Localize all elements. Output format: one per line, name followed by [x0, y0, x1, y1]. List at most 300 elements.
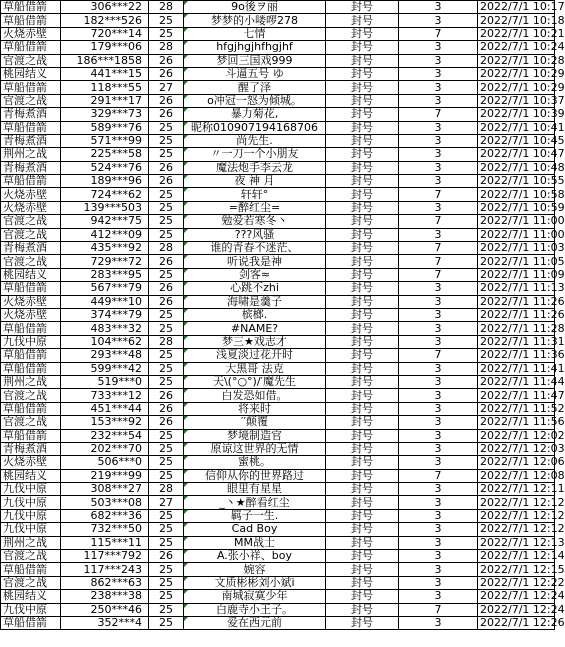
status-cell: 封号	[326, 550, 399, 563]
nickname-cell: hfgjhgjhfhgjhf	[184, 41, 326, 54]
status-cell: 封号	[326, 134, 399, 147]
status-cell: 封号	[326, 402, 399, 415]
account-cell: 567***79	[61, 282, 149, 295]
nickname-cell: 原谅这世界的无情	[184, 442, 326, 455]
account-cell: 329***73	[61, 108, 149, 121]
nickname-cell: o冲冠一怒为倾城。	[184, 94, 326, 107]
level-cell: 27	[149, 496, 184, 509]
table-row	[1, 255, 555, 268]
server-cell: 青梅煮酒	[1, 242, 61, 255]
status-cell: 封号	[326, 54, 399, 67]
table-row	[1, 41, 555, 54]
status-cell: 封号	[326, 121, 399, 134]
status-cell: 封号	[326, 295, 399, 308]
account-cell: 732***50	[61, 523, 149, 536]
level-cell: 25	[149, 308, 184, 321]
server-cell: 桃园结义	[1, 590, 61, 603]
nickname-cell: 9o後ヲ丽	[184, 1, 326, 14]
level-cell: 25	[149, 616, 184, 629]
account-cell: 483***32	[61, 322, 149, 335]
level-cell: 28	[149, 1, 184, 14]
level-cell: 26	[149, 402, 184, 415]
account-cell: 724***62	[61, 188, 149, 201]
level-cell: 25	[149, 429, 184, 442]
status-cell: 封号	[326, 94, 399, 107]
account-cell: 104***62	[61, 335, 149, 348]
days-cell: 3	[399, 134, 478, 147]
level-cell: 25	[149, 215, 184, 228]
server-cell: 火烧赤壁	[1, 308, 61, 321]
server-cell: 青梅煮酒	[1, 134, 61, 147]
time-cell: 2022/7/1 11:03	[478, 242, 555, 255]
days-cell: 7	[399, 603, 478, 616]
status-cell: 封号	[326, 509, 399, 522]
nickname-cell: 〃一刀一个小朋友	[184, 148, 326, 161]
nickname-cell: ′′颠覆	[184, 416, 326, 429]
status-cell: 封号	[326, 188, 399, 201]
nickname-cell: 醒了泽	[184, 81, 326, 94]
days-cell: 7	[399, 242, 478, 255]
account-cell: 283***95	[61, 268, 149, 281]
days-cell: 3	[399, 14, 478, 27]
server-cell: 九伐中原	[1, 523, 61, 536]
status-cell: 封号	[326, 14, 399, 27]
server-cell: 官渡之战	[1, 416, 61, 429]
server-cell: 草船借箭	[1, 14, 61, 27]
account-cell: 435***92	[61, 242, 149, 255]
table-row	[1, 175, 555, 188]
level-cell: 26	[149, 389, 184, 402]
level-cell: 26	[149, 255, 184, 268]
status-cell: 封号	[326, 523, 399, 536]
table-row	[1, 1, 555, 14]
status-cell: 封号	[326, 335, 399, 348]
status-cell: 封号	[326, 496, 399, 509]
days-cell: 3	[399, 161, 478, 174]
nickname-cell: 魔法炮手李云龙	[184, 161, 326, 174]
status-cell: 封号	[326, 108, 399, 121]
table-row	[1, 590, 555, 603]
days-cell: 3	[399, 576, 478, 589]
status-cell: 封号	[326, 616, 399, 629]
account-cell: 293***48	[61, 349, 149, 362]
time-cell: 2022/7/1 12:03	[478, 442, 555, 455]
server-cell: 九伐中原	[1, 603, 61, 616]
days-cell: 3	[399, 456, 478, 469]
level-cell: 25	[149, 148, 184, 161]
days-cell: 3	[399, 201, 478, 214]
status-cell: 封号	[326, 27, 399, 40]
account-cell: 179***06	[61, 41, 149, 54]
days-cell: 3	[399, 416, 478, 429]
level-cell: 26	[149, 54, 184, 67]
server-cell: 荆州之战	[1, 536, 61, 549]
nickname-cell: 尚先生.	[184, 134, 326, 147]
table-row	[1, 295, 555, 308]
level-cell: 25	[149, 603, 184, 616]
time-cell: 2022/7/1 10:47	[478, 148, 555, 161]
time-cell: 2022/7/1 12:06	[478, 456, 555, 469]
days-cell: 7	[399, 469, 478, 482]
time-cell: 2022/7/1 11:36	[478, 349, 555, 362]
time-cell: 2022/7/1 10:24	[478, 41, 555, 54]
level-cell: 25	[149, 375, 184, 388]
server-cell: 官渡之战	[1, 255, 61, 268]
server-cell: 青梅煮酒	[1, 161, 61, 174]
level-cell: 26	[149, 175, 184, 188]
server-cell: 草船借箭	[1, 616, 61, 629]
days-cell: 3	[399, 616, 478, 629]
table-row	[1, 603, 555, 616]
nickname-cell: 浅夏淡过花开时	[184, 349, 326, 362]
status-cell: 封号	[326, 81, 399, 94]
time-cell: 2022/7/1 12:12	[478, 509, 555, 522]
server-cell: 草船借箭	[1, 121, 61, 134]
time-cell: 2022/7/1 12:13	[478, 536, 555, 549]
days-cell: 7	[399, 27, 478, 40]
time-cell: 2022/7/1 10:28	[478, 54, 555, 67]
nickname-cell: 白发恐如借。	[184, 389, 326, 402]
days-cell: 7	[399, 349, 478, 362]
account-cell: 117***792	[61, 550, 149, 563]
table-row	[1, 27, 555, 40]
status-cell: 封号	[326, 175, 399, 188]
time-cell: 2022/7/1 12:14	[478, 550, 555, 563]
table-row	[1, 429, 555, 442]
account-cell: 441***15	[61, 67, 149, 80]
time-cell: 2022/7/1 12:12	[478, 523, 555, 536]
nickname-cell: 听说我是神	[184, 255, 326, 268]
status-cell: 封号	[326, 67, 399, 80]
status-cell: 封号	[326, 148, 399, 161]
account-cell: 729***72	[61, 255, 149, 268]
server-cell: 官渡之战	[1, 576, 61, 589]
days-cell: 3	[399, 335, 478, 348]
time-cell: 2022/7/1 10:29	[478, 67, 555, 80]
time-cell: 2022/7/1 10:29	[478, 81, 555, 94]
table-row	[1, 402, 555, 415]
nickname-cell: 斗逼五号 ゆ	[184, 67, 326, 80]
time-cell: 2022/7/1 11:47	[478, 389, 555, 402]
server-cell: 桃园结义	[1, 67, 61, 80]
days-cell: 3	[399, 308, 478, 321]
table-row	[1, 349, 555, 362]
level-cell: 26	[149, 550, 184, 563]
days-cell: 3	[399, 362, 478, 375]
account-cell: 232***54	[61, 429, 149, 442]
account-cell: 449***10	[61, 295, 149, 308]
table-row	[1, 496, 555, 509]
time-cell: 2022/7/1 12:24	[478, 590, 555, 603]
server-cell: 草船借箭	[1, 429, 61, 442]
server-cell: 荆州之战	[1, 148, 61, 161]
level-cell: 25	[149, 563, 184, 576]
level-cell: 28	[149, 242, 184, 255]
table-row	[1, 242, 555, 255]
table-row	[1, 14, 555, 27]
nickname-cell: 暴力菊花,	[184, 108, 326, 121]
time-cell: 2022/7/1 12:15	[478, 563, 555, 576]
days-cell: 3	[399, 389, 478, 402]
account-cell: 225***58	[61, 148, 149, 161]
days-cell: 7	[399, 188, 478, 201]
nickname-cell: 大黑哥 法克	[184, 362, 326, 375]
nickname-cell: 梦境制造官	[184, 429, 326, 442]
server-cell: 九伐中原	[1, 509, 61, 522]
table-row	[1, 375, 555, 388]
nickname-cell: 文质彬彬刘小斌i	[184, 576, 326, 589]
account-cell: 308***27	[61, 483, 149, 496]
account-cell: 733***12	[61, 389, 149, 402]
nickname-cell: 白鹿寺小王子。	[184, 603, 326, 616]
account-cell: 720***14	[61, 27, 149, 40]
server-cell: 火烧赤壁	[1, 456, 61, 469]
account-cell: 153***92	[61, 416, 149, 429]
nickname-cell: 信仰从你的世界路过	[184, 469, 326, 482]
time-cell: 2022/7/1 10:37	[478, 94, 555, 107]
level-cell: 25	[149, 134, 184, 147]
server-cell: 青梅煮酒	[1, 442, 61, 455]
server-cell: 官渡之战	[1, 389, 61, 402]
table-row	[1, 523, 555, 536]
server-cell: 九伐中原	[1, 335, 61, 348]
days-cell: 3	[399, 590, 478, 603]
level-cell: 25	[149, 590, 184, 603]
server-cell: 火烧赤壁	[1, 295, 61, 308]
table-row	[1, 81, 555, 94]
days-cell: 3	[399, 81, 478, 94]
status-cell: 封号	[326, 375, 399, 388]
time-cell: 2022/7/1 11:26	[478, 308, 555, 321]
time-cell: 2022/7/1 10:45	[478, 134, 555, 147]
server-cell: 官渡之战	[1, 215, 61, 228]
server-cell: 九伐中原	[1, 496, 61, 509]
level-cell: 26	[149, 67, 184, 80]
account-cell: 506***0	[61, 456, 149, 469]
nickname-cell: 昵称010907194168706	[184, 121, 326, 134]
table-row	[1, 389, 555, 402]
time-cell: 2022/7/1 11:52	[478, 402, 555, 415]
server-cell: 草船借箭	[1, 175, 61, 188]
level-cell: 25	[149, 14, 184, 27]
table-row	[1, 201, 555, 214]
time-cell: 2022/7/1 11:56	[478, 416, 555, 429]
server-cell: 桃园结义	[1, 469, 61, 482]
table-row	[1, 322, 555, 335]
table-row	[1, 148, 555, 161]
account-cell: 524***76	[61, 161, 149, 174]
status-cell: 封号	[326, 282, 399, 295]
account-cell: 352***4	[61, 616, 149, 629]
status-cell: 封号	[326, 456, 399, 469]
nickname-cell: 天\(°○°)/′魔先生	[184, 375, 326, 388]
days-cell: 3	[399, 295, 478, 308]
table-row	[1, 282, 555, 295]
days-cell: 3	[399, 375, 478, 388]
server-cell: 草船借箭	[1, 41, 61, 54]
time-cell: 2022/7/1 10:21	[478, 27, 555, 40]
time-cell: 2022/7/1 12:02	[478, 429, 555, 442]
days-cell: 3	[399, 550, 478, 563]
days-cell: 3	[399, 1, 478, 14]
table-row	[1, 469, 555, 482]
time-cell: 2022/7/1 12:08	[478, 469, 555, 482]
status-cell: 封号	[326, 161, 399, 174]
time-cell: 2022/7/1 10:58	[478, 188, 555, 201]
server-cell: 青梅煮酒	[1, 108, 61, 121]
server-cell: 官渡之战	[1, 94, 61, 107]
level-cell: 25	[149, 228, 184, 241]
account-cell: 118***55	[61, 81, 149, 94]
time-cell: 2022/7/1 10:39	[478, 108, 555, 121]
level-cell: 25	[149, 362, 184, 375]
server-cell: 草船借箭	[1, 402, 61, 415]
account-cell: 589***76	[61, 121, 149, 134]
nickname-cell: 将来时	[184, 402, 326, 415]
status-cell: 封号	[326, 563, 399, 576]
nickname-cell: 剑客≈	[184, 268, 326, 281]
days-cell: 7	[399, 268, 478, 281]
level-cell: 25	[149, 322, 184, 335]
time-cell: 2022/7/1 11:44	[478, 375, 555, 388]
server-cell: 火烧赤壁	[1, 201, 61, 214]
account-cell: 186***1858	[61, 54, 149, 67]
nickname-cell: 心跳不zhi	[184, 282, 326, 295]
time-cell: 2022/7/1 11:09	[478, 268, 555, 281]
level-cell: 25	[149, 442, 184, 455]
nickname-cell: A.张小祥、boy	[184, 550, 326, 563]
time-cell: 2022/7/1 10:59	[478, 201, 555, 214]
level-cell: 25	[149, 268, 184, 281]
account-cell: 503***08	[61, 496, 149, 509]
days-cell: 3	[399, 429, 478, 442]
nickname-cell: 婉容	[184, 563, 326, 576]
days-cell: 3	[399, 496, 478, 509]
nickname-cell: 南城寂寞少年	[184, 590, 326, 603]
server-cell: 草船借箭	[1, 282, 61, 295]
nickname-cell: _丶★醉看红尘	[184, 496, 326, 509]
nickname-cell: MM战士	[184, 536, 326, 549]
days-cell: 3	[399, 282, 478, 295]
status-cell: 封号	[326, 215, 399, 228]
server-cell: 火烧赤壁	[1, 188, 61, 201]
days-cell: 7	[399, 255, 478, 268]
status-cell: 封号	[326, 349, 399, 362]
account-cell: 412***09	[61, 228, 149, 241]
nickname-cell: 谁的青春不迷茫、	[184, 242, 326, 255]
level-cell: 26	[149, 295, 184, 308]
nickname-cell: 勉爱若寒冬丶	[184, 215, 326, 228]
days-cell: 3	[399, 41, 478, 54]
nickname-cell: #NAME?	[184, 322, 326, 335]
days-cell: 7	[399, 108, 478, 121]
server-cell: 草船借箭	[1, 81, 61, 94]
nickname-cell: 爱在西元前	[184, 616, 326, 629]
time-cell: 2022/7/1 11:00	[478, 215, 555, 228]
time-cell: 2022/7/1 11:00	[478, 228, 555, 241]
account-cell: 862***63	[61, 576, 149, 589]
account-cell: 238***38	[61, 590, 149, 603]
days-cell: 3	[399, 563, 478, 576]
days-cell: 3	[399, 523, 478, 536]
days-cell: 3	[399, 148, 478, 161]
nickname-cell: 夜 神 月	[184, 175, 326, 188]
nickname-cell: =醉红尘=	[184, 201, 326, 214]
table-row	[1, 188, 555, 201]
table-row	[1, 536, 555, 549]
level-cell: 26	[149, 161, 184, 174]
table-row	[1, 616, 555, 629]
time-cell: 2022/7/1 12:12	[478, 496, 555, 509]
table-row	[1, 335, 555, 348]
days-cell: 3	[399, 94, 478, 107]
status-cell: 封号	[326, 389, 399, 402]
table-row	[1, 94, 555, 107]
table-row	[1, 108, 555, 121]
level-cell: 27	[149, 81, 184, 94]
table-row	[1, 54, 555, 67]
status-cell: 封号	[326, 242, 399, 255]
days-cell: 3	[399, 509, 478, 522]
level-cell: 26	[149, 416, 184, 429]
status-cell: 封号	[326, 590, 399, 603]
nickname-cell: 羁子一生.	[184, 509, 326, 522]
nickname-cell: 蜜桃。	[184, 456, 326, 469]
server-cell: 九伐中原	[1, 483, 61, 496]
level-cell: 28	[149, 483, 184, 496]
level-cell: 28	[149, 335, 184, 348]
table-row	[1, 483, 555, 496]
time-cell: 2022/7/1 10:41	[478, 121, 555, 134]
table-row	[1, 563, 555, 576]
account-cell: 115***11	[61, 536, 149, 549]
level-cell: 25	[149, 536, 184, 549]
days-cell: 3	[399, 322, 478, 335]
server-cell: 草船借箭	[1, 322, 61, 335]
time-cell: 2022/7/1 10:18	[478, 14, 555, 27]
table-row	[1, 67, 555, 80]
account-cell: 202***70	[61, 442, 149, 455]
nickname-cell: 梦回三国戏999	[184, 54, 326, 67]
account-cell: 139***503	[61, 201, 149, 214]
days-cell: 3	[399, 536, 478, 549]
account-cell: 306***22	[61, 1, 149, 14]
days-cell: 3	[399, 121, 478, 134]
time-cell: 2022/7/1 10:48	[478, 161, 555, 174]
status-cell: 封号	[326, 255, 399, 268]
status-cell: 封号	[326, 362, 399, 375]
account-cell: 599***42	[61, 362, 149, 375]
nickname-cell: 槟榔.	[184, 308, 326, 321]
level-cell: 25	[149, 456, 184, 469]
time-cell: 2022/7/1 12:26	[478, 616, 555, 629]
days-cell: 7	[399, 215, 478, 228]
level-cell: 25	[149, 576, 184, 589]
days-cell: 3	[399, 402, 478, 415]
account-cell: 374***79	[61, 308, 149, 321]
time-cell: 2022/7/1 10:55	[478, 175, 555, 188]
table-row	[1, 161, 555, 174]
table-row	[1, 215, 555, 228]
days-cell: 3	[399, 67, 478, 80]
server-cell: 桃园结义	[1, 268, 61, 281]
account-cell: 182***526	[61, 14, 149, 27]
table-row	[1, 308, 555, 321]
status-cell: 封号	[326, 268, 399, 281]
account-cell: 219***99	[61, 469, 149, 482]
nickname-cell: 海啸是羹子	[184, 295, 326, 308]
nickname-cell: 梦三★戏志才	[184, 335, 326, 348]
